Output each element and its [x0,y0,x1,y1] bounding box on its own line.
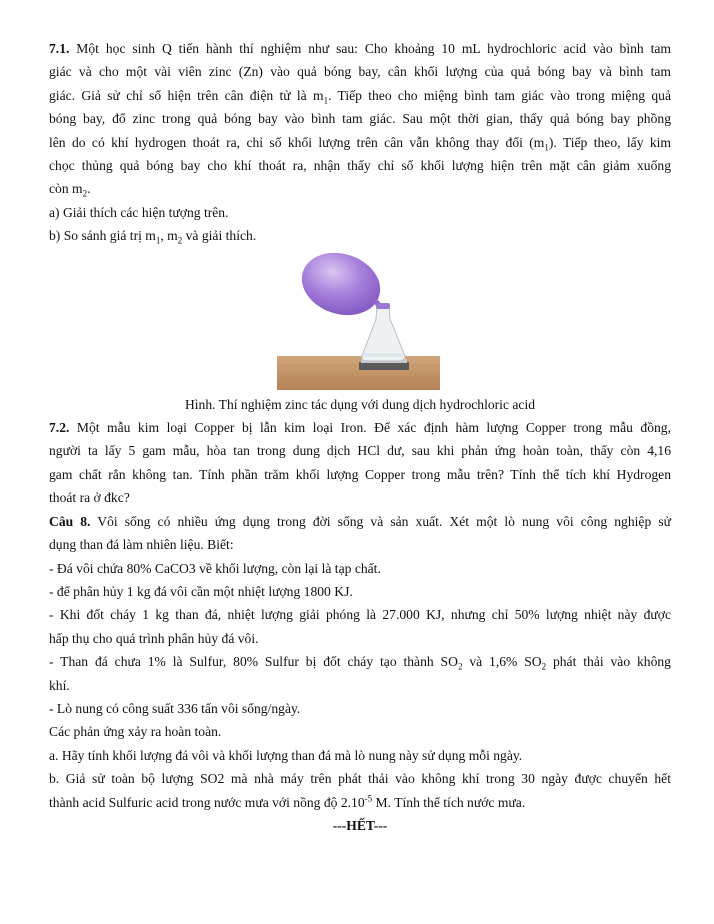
q71-part-b: b) So sánh giá trị $m_1$, $m_2$ và giải thích. [49,228,257,246]
experiment-figure [277,253,440,390]
q71-line7: còn $m_2$. [49,181,91,200]
q8-line2: dụng than đá làm nhiên liệu. Biết: [49,537,234,553]
q8-item5: - Lò nung có công suất 336 tấn vôi sống/ngày. [49,700,301,716]
q72-line4: thoát ra ở đkc? [49,490,130,506]
q71-line6: chọc thủng quả bóng bay cho khí thoát ra, nhận thấy chỉ số khối lượng hiện trên mặt cân giảm xuống [49,158,671,174]
q8-line1: Câu 8. Vôi sống có nhiều ứng dụng trong đời sống và sản xuất. Xét một lò nung vôi công nghiệp sử [49,513,671,529]
document-page [49,37,671,837]
q8-item3a: - Khi đốt cháy 1 kg than đá, nhiệt lượng giải phóng là 27.000 KJ, nhưng chỉ 50% lượng nhiệt này được [49,607,671,623]
q72-line3: gam chất rắn không tan. Tính phần trăm khối lượng Copper trong mẫu trên? Tính thể tích khí Hydrogen [49,466,671,482]
q8-item1: - Đá vôi chứa 80% CaCO3 về khối lượng, còn lại là tạp chất. [49,560,381,576]
q8-item3b: hấp thụ cho quá trình phân hủy đá vôi. [49,630,259,646]
q71-line1: 7.1. Một học sinh Q tiến hành thí nghiệm như sau: Cho khoảng 10 mL hydrochloric acid vào bình tam [49,41,671,56]
q8-item4a: - Than đá chưa 1% là Sulfur, 80% Sulfur bị đốt cháy tạo thành $SO_2$ và 1,6% $SO_2$ phát thải vào không [49,654,671,672]
q72-label: 7.2. [49,420,70,436]
q8-label: Câu 8. [49,513,91,529]
q72-line2: người ta lấy 5 gam mẫu, hòa tan trong dung dịch HCl dư, sau khi phản ứng hoàn toàn, thấy còn 4,16 [49,443,671,459]
q8-question-b-line2: thành acid Sulfuric acid trong nước mưa với nồng độ $2.10^{-5}$ M. Tính thể tích nước mưa. [49,793,526,810]
q71-line3: giác. Giả sử chỉ số hiện trên cân điện tử là $m_1$. Tiếp theo cho miệng bình tam giác vào trong miệng quả [49,87,671,106]
wooden-table [277,356,440,390]
q71-part-a: a) Giải thích các hiện tượng trên. [49,204,229,220]
q71-line5: lên do có khí hydrogen thoát ra, chỉ số khối lượng trên cân vẫn không thay đổi $(m_1)$. Tiếp theo, lấy kim [49,134,672,153]
q71-line2: giác và cho một vài viên zinc (Zn) vào quả bóng bay, cân khối lượng của quả bóng bay và bình tam [49,64,671,80]
q8-note: Các phản ứng xảy ra hoàn toàn. [49,724,222,740]
q8-item2: - để phân hủy 1 kg đá vôi cần một nhiệt lượng 1800 KJ. [49,583,353,599]
q71-line4: bóng bay, đổ zinc trong quả bóng bay vào bình tam giác. Sau một thời gian, thấy quả bóng bay phồng [49,111,671,127]
q8-question-b-line1: b. Giả sử toàn bộ lượng SO2 mà nhà máy trên phát thải vào không khí trong 30 ngày được chuyển hết [49,771,671,787]
scale [359,362,409,370]
q8-question-a: a. Hãy tính khối lượng đá vôi và khối lượng than đá mà lò nung này sử dụng mỗi ngày. [49,747,523,763]
figure-caption: Hình. Thí nghiệm zinc tác dụng với dung dịch hydrochloric acid [184,396,536,412]
q72-line1: 7.2. Một mẫu kim loại Copper bị lẫn kim loại Iron. Để xác định hàm lượng Copper trong mẫu đồng, [49,420,671,436]
q8-item4b: khí. [49,677,70,693]
end-marker: ---HẾT--- [332,817,388,833]
q71-label: 7.1. [49,41,70,56]
